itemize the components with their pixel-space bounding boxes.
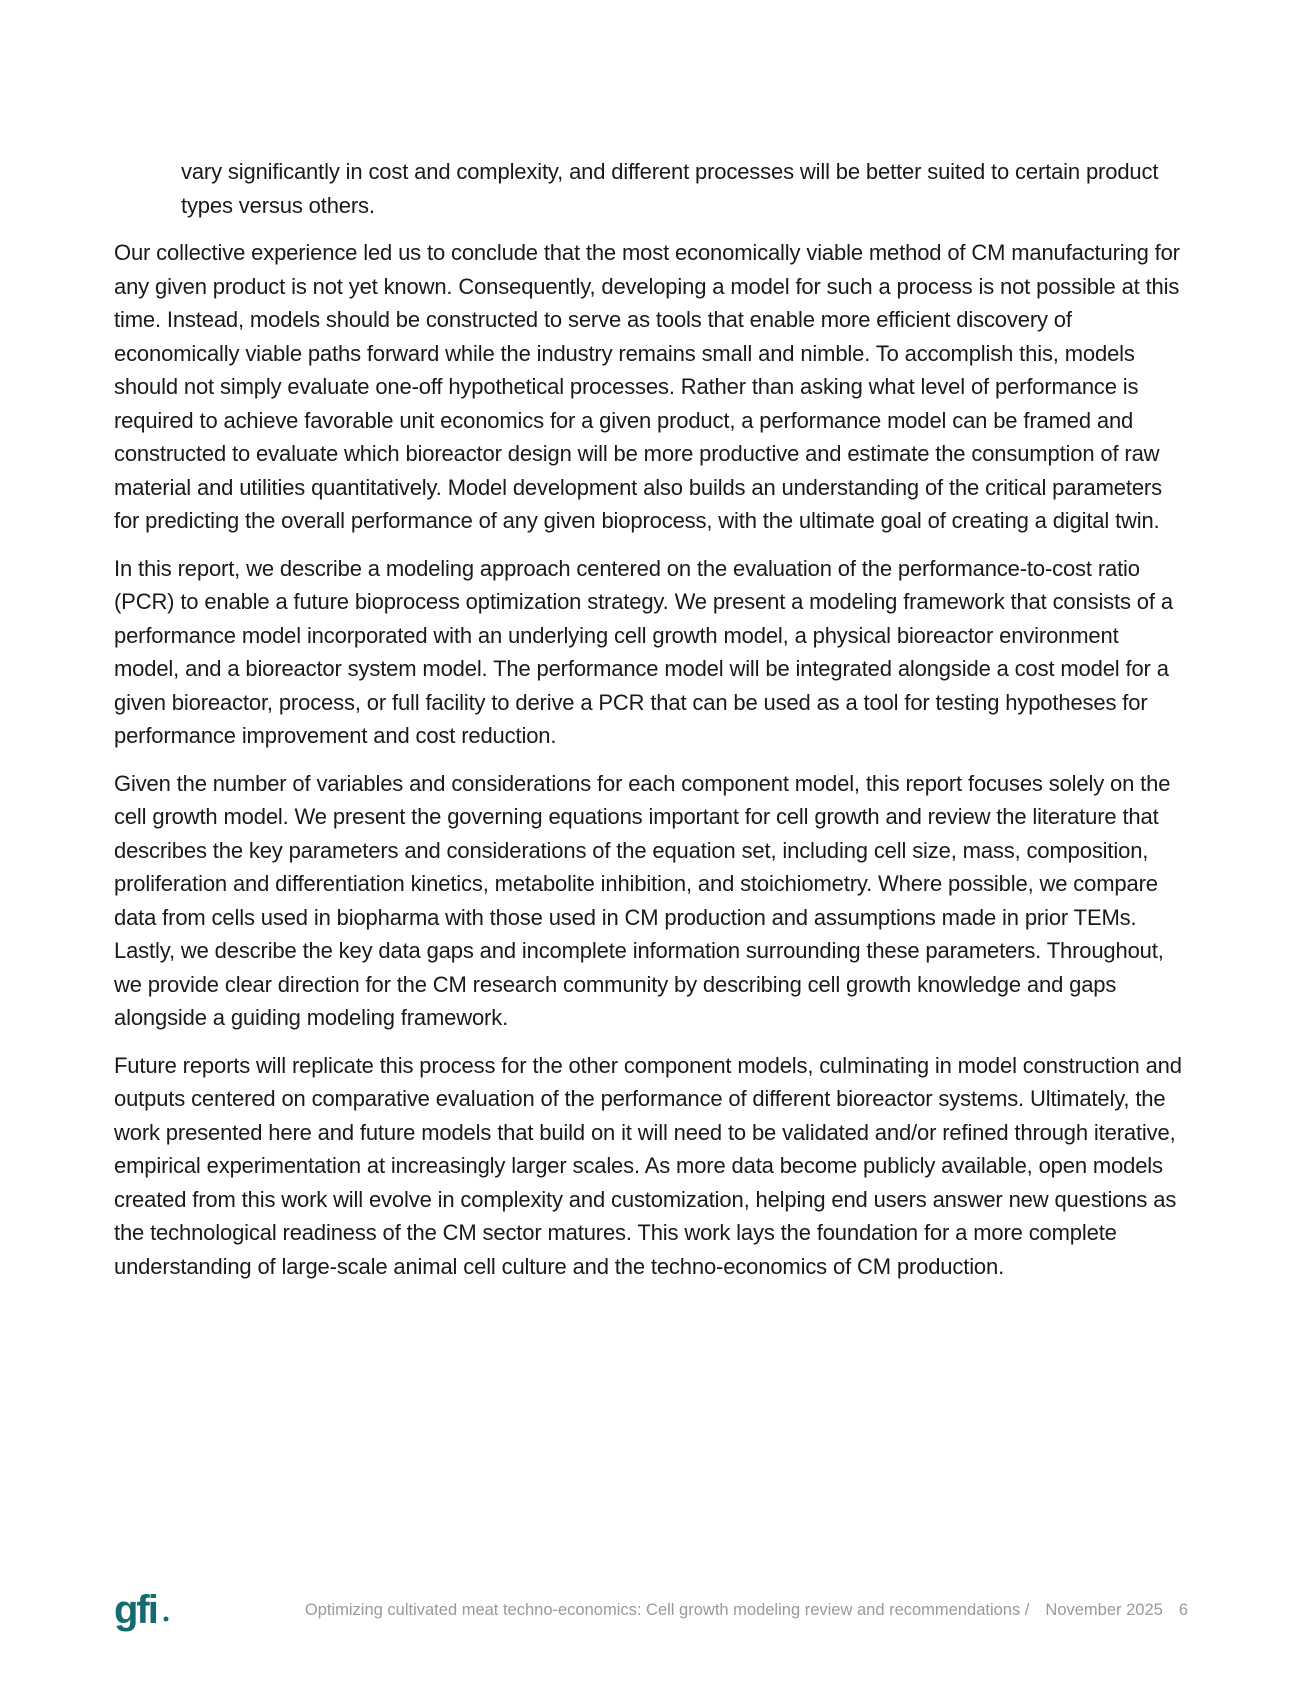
- continued-list-text: vary significantly in cost and complexity, and different processes will be better suited to certain product types versus others.: [181, 159, 1159, 218]
- gfi-logo-icon: [114, 1585, 174, 1641]
- body-text: [114, 155, 1186, 1297]
- footer-date: November 2025: [1045, 1601, 1163, 1619]
- paragraph-3: Given the number of variables and considerations for each component model, this report focuses solely on the cell growth model. We present the governing equations important for cell growth and review the literature that describes the key parameters and considerations of the equation set, including cell size, mass, composition, proliferation and differentiation kinetics, metabolite inhibition, and stoichiometry. Where possible, we compare data from cells used in biopharma with those used in CM production and assumptions made in prior TEMs. Lastly, we describe the key data gaps and incomplete information surrounding these parameters. Throughout, we provide clear direction for the CM research community by describing cell growth knowledge and gaps alongside a guiding modeling framework.: [114, 770, 1171, 1030]
- svg-text:gfi: gfi: [114, 1588, 157, 1632]
- footer-info: [305, 1601, 1188, 1620]
- paragraph-2: In this report, we describe a modeling approach centered on the evaluation of the performance-to-cost ratio (PCR) to enable a future bioprocess optimization strategy. We present a modeling framework that consists of a performance model incorporated with an underlying cell growth model, a physical bioreactor environment model, and a bioreactor system model. The performance model will be integrated alongside a cost model for a given bioreactor, process, or full facility to derive a PCR that can be used as a tool for testing hypotheses for performance improvement and cost reduction.: [114, 555, 1173, 748]
- paragraph-4: Future reports will replicate this process for the other component models, culminating in model construction and outputs centered on comparative evaluation of the performance of different bioreactor systems. Ultimately, the work presented here and future models that build on it will need to be validated and/or refined through iterative, empirical experimentation at increasingly larger scales. As more data become publicly available, open models created from this work will evolve in complexity and customization, helping end users answer new questions as the technological readiness of the CM sector matures. This work lays the foundation for a more complete understanding of large-scale animal cell culture and the techno-economics of CM production.: [114, 1052, 1182, 1279]
- page-footer: [114, 1585, 1188, 1641]
- paragraph-1: Our collective experience led us to conclude that the most economically viable method of CM manufacturing for any given product is not yet known. Consequently, developing a model for such a process is not possible at this time. Instead, models should be constructed to serve as tools that enable more efficient discovery of economically viable paths forward while the industry remains small and nimble. To accomplish this, models should not simply evaluate one-off hypothetical processes. Rather than asking what level of performance is required to achieve favorable unit economics for a given product, a performance model can be framed and constructed to evaluate which bioreactor design will be more productive and estimate the consumption of raw material and utilities quantitatively. Model development also builds an understanding of the critical parameters for predicting the overall performance of any given bioprocess, with the ultimate goal of creating a digital twin.: [114, 240, 1180, 533]
- footer-document-title: Optimizing cultivated meat techno-economics: Cell growth modeling review and recommendations /: [304, 1601, 1030, 1619]
- page-number: 6: [1178, 1601, 1188, 1619]
